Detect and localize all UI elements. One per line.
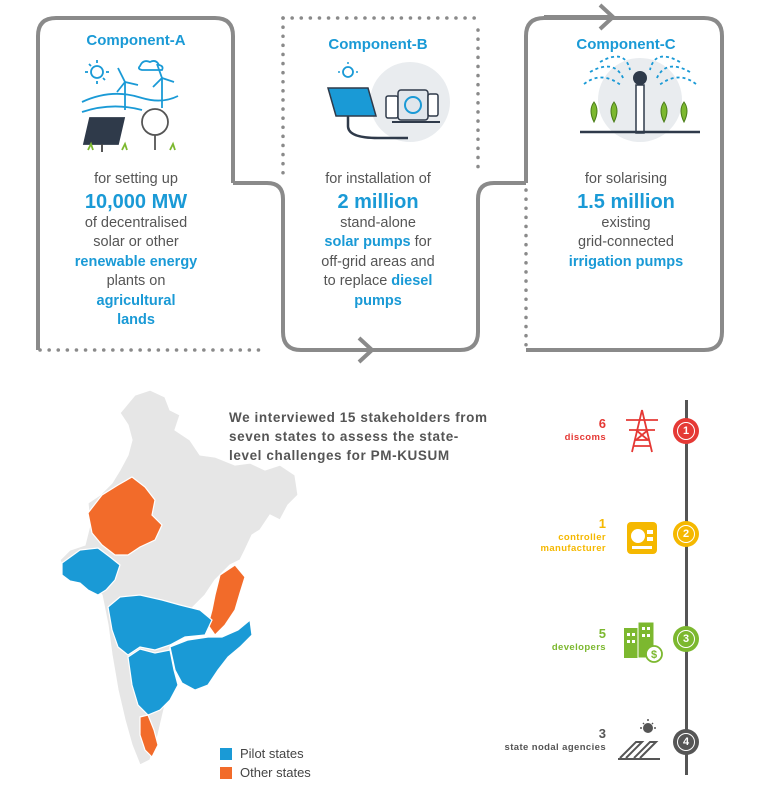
component-c-description (526, 170, 726, 272)
text-line: solar or other (93, 234, 179, 250)
stakeholder-marker-4 (673, 729, 699, 755)
component-b-description (278, 170, 478, 311)
highlight-text: renewable energy (74, 253, 198, 270)
legend-swatch-pilot (220, 748, 232, 760)
legend-swatch-other (220, 767, 232, 779)
text-fragment: for (410, 234, 432, 250)
timeline-line (685, 400, 688, 775)
buildings-money-icon (620, 618, 664, 664)
text-line (278, 233, 478, 253)
label-line: controller (558, 532, 606, 543)
text-line: stand-alone (340, 214, 416, 231)
stakeholder-count: 6 (598, 416, 606, 431)
highlight-text: diesel (391, 273, 433, 289)
intro-text: We interviewed 15 stakeholders from seven states to assess the state-level challenges for PM-KUSUM (229, 410, 488, 463)
irrigation-sprinkler-icon (580, 57, 700, 142)
highlight-text: solar pumps (324, 234, 411, 250)
stakeholder-marker-2 (673, 521, 699, 547)
highlight-text: irrigation pumps (568, 253, 684, 270)
marker-number: 4 (677, 733, 695, 751)
component-c-figure: 1.5 million (577, 190, 675, 213)
text-line: off-grid areas and (321, 253, 435, 270)
text-line: for solarising (584, 171, 668, 187)
label-line: manufacturer (540, 543, 606, 554)
stakeholder-count: 3 (598, 726, 606, 741)
highlight-text: pumps (354, 292, 402, 309)
solar-panel-sun-icon (616, 718, 664, 762)
marker-number: 1 (677, 422, 695, 440)
stakeholder-label: developers (551, 642, 606, 653)
component-b-figure: 2 million (337, 190, 419, 213)
stakeholder-count: 1 (598, 516, 606, 531)
text-line: plants on (106, 273, 166, 289)
highlight-text: lands (117, 312, 155, 328)
highlight-text: agricultural (96, 292, 176, 309)
marker-number: 3 (677, 630, 695, 648)
text-line: of decentralised (84, 214, 188, 231)
stakeholder-label (446, 532, 606, 554)
svg-text:$: $ (650, 649, 658, 661)
pump-controller-icon (624, 518, 660, 558)
renewable-landscape-icon (82, 60, 178, 152)
text-line: for installation of (325, 171, 431, 187)
text-line (278, 272, 478, 292)
text-line: for setting up (94, 171, 178, 187)
text-line: grid-connected (578, 234, 674, 250)
text-line: existing (601, 214, 651, 231)
component-b-title: Component-B (328, 36, 428, 53)
stakeholder-label: state nodal agencies (504, 742, 606, 753)
component-a-figure: 10,000 MW (84, 190, 188, 213)
stakeholder-marker-3 (673, 626, 699, 652)
legend-label-pilot: Pilot states (240, 746, 304, 761)
stakeholder-label: discoms (564, 432, 606, 443)
component-a-title: Component-A (86, 32, 186, 49)
marker-number: 2 (677, 525, 695, 543)
text-fragment: to replace (323, 273, 392, 289)
component-c-title: Component-C (576, 36, 676, 53)
stakeholder-count: 5 (598, 626, 606, 641)
transmission-tower-icon (620, 408, 664, 454)
stakeholder-marker-1 (673, 418, 699, 444)
solar-pump-icon (328, 62, 450, 142)
legend-label-other: Other states (240, 765, 311, 780)
component-a-description (36, 170, 236, 331)
